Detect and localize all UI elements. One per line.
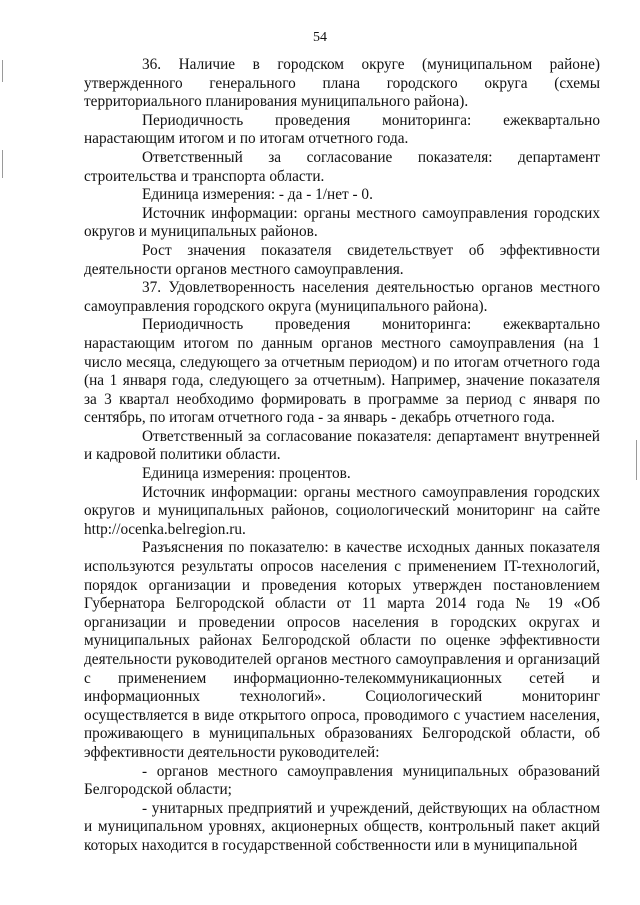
paragraph-source: Источник информации: органы местного самоуправления городских округов и муниципальных районов, социологический мониторинг на сайте http://ocenka.belregion.ru. <box>84 483 600 538</box>
paragraph-unit: Единица измерения: процентов. <box>142 465 351 483</box>
paragraph-list-item: - органов местного самоуправления муниципальных образований Белгородской области; <box>84 762 600 799</box>
scan-edge-mark <box>636 440 637 480</box>
paragraph-list-item: - унитарных предприятий и учреждений, действующих на областном и муниципальном уровнях, акционерных обществ, контрольный пакет акций которых находится в государственной собственности или в муниципальной <box>84 799 600 854</box>
paragraph-monitoring-periodicity: Периодичность проведения мониторинга: ежеквартально нарастающим итогом по данным органов местного самоуправления (на 1 число месяца, следующего за отчетным периодом) и по итогам отчетного года (на 1 января года, следующего за отчетным). Например, значение показателя за 3 квартал необходимо формировать в программе за период с января по сентябрь, по итогам отчетного года - за январь - декабрь отчетного года. <box>84 316 600 427</box>
scan-edge-mark <box>2 150 3 178</box>
scan-edge-mark <box>2 60 3 82</box>
document-body <box>84 56 600 856</box>
paragraph-unit: Единица измерения: - да - 1/нет - 0. <box>142 186 373 204</box>
paragraph-responsible: Ответственный за согласование показателя: департамент строительства и транспорта области. <box>84 148 600 185</box>
paragraph-growth-note: Рост значения показателя свидетельствует об эффективности деятельности органов местного самоуправления. <box>84 241 600 278</box>
paragraph-monitoring-periodicity: Периодичность проведения мониторинга: ежеквартально нарастающим итогом и по итогам отчетного года. <box>84 111 600 148</box>
paragraph-explanation: Разъяснения по показателю: в качестве исходных данных показателя используются результаты опросов населения с применением IT-технологий, порядок организации и проведения которых утвержден постановлением Губернатора Белгородской области от 11 марта 2014 года № 19 «Об организации и проведении опросов населения в городских округах и муниципальных районах Белгородской области по оценке эффективности деятельности руководителей органов местного самоуправления и организаций с применением информационно-телекоммуникационных сетей и информационных технологий». Социологический мониторинг осуществляется в виде открытого опроса, проводимого с участием населения, проживающего в муниципальных образованиях Белгородской области, об эффективности деятельности руководителей: <box>84 539 600 761</box>
page-number: 54 <box>313 30 327 45</box>
paragraph-source: Источник информации: органы местного самоуправления городских округов и муниципальных районов. <box>84 204 600 241</box>
paragraph-indicator-36-title: 36. Наличие в городском округе (муниципальном районе) утвержденного генерального плана городского округа (схемы территориального планирования муниципального района). <box>84 56 600 111</box>
paragraph-responsible: Ответственный за согласование показателя: департамент внутренней и кадровой политики области. <box>84 427 600 464</box>
paragraph-indicator-37-title: 37. Удовлетворенность населения деятельностью органов местного самоуправления городского округа (муниципального района). <box>84 279 600 315</box>
